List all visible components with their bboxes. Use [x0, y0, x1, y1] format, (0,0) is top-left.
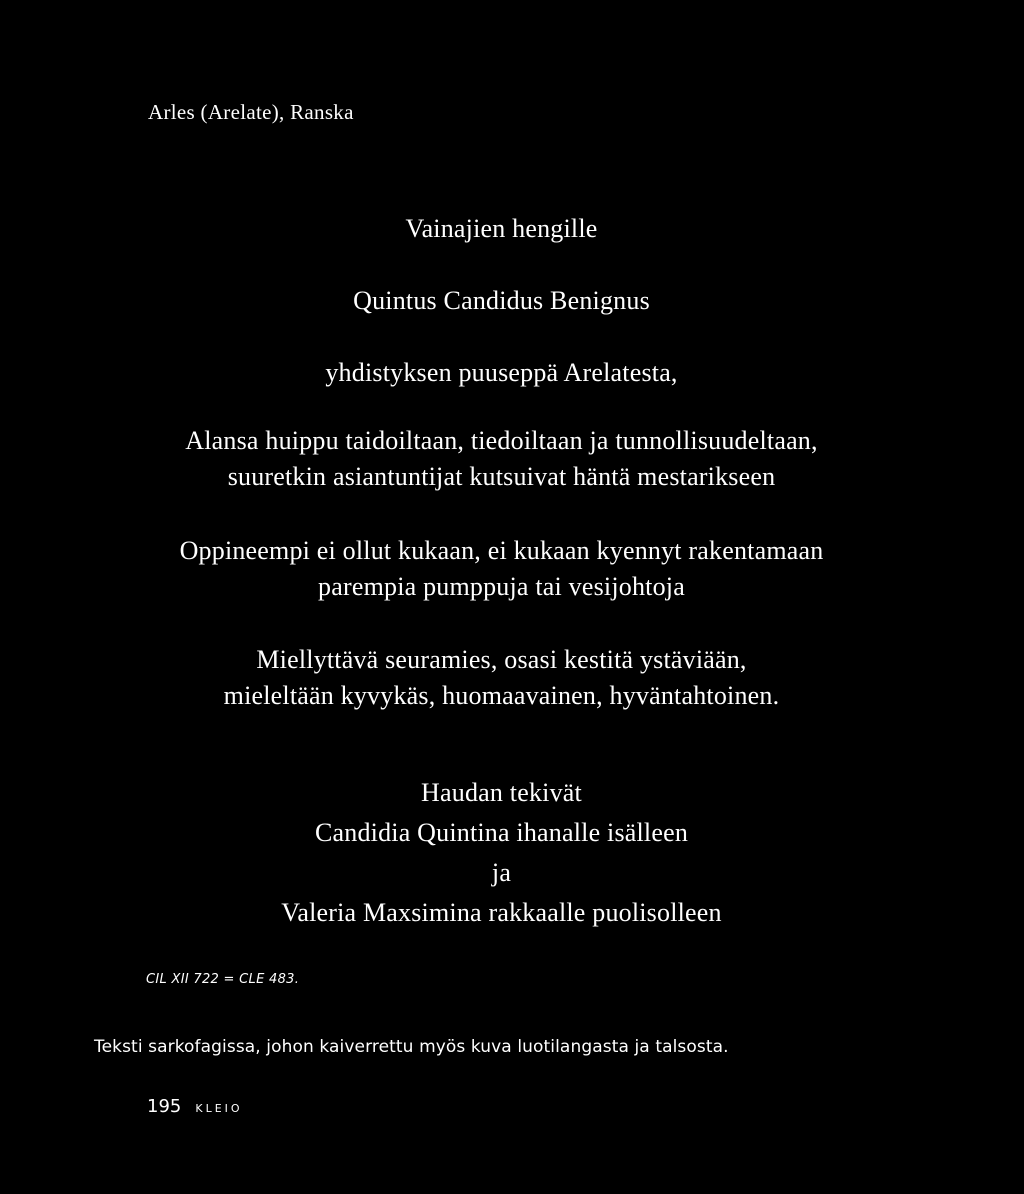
inscription-stanza-4	[0, 423, 1003, 495]
caption: Teksti sarkofagissa, johon kaiverrettu myös kuva luotilangasta ja talsosta.	[94, 1037, 729, 1057]
closing-line: ja	[491, 858, 512, 887]
inscription-stanza-3	[0, 355, 1003, 391]
inscription-line: suuretkin asiantuntijat kutsuivat häntä mestarikseen	[227, 462, 776, 491]
closing-line: Haudan tekivät	[421, 778, 582, 807]
inscription-line: Alansa huippu taidoiltaan, tiedoiltaan ja tunnollisuudeltaan,	[185, 426, 818, 455]
source-reference: CIL XII 722 = CLE 483.	[146, 972, 300, 987]
inscription-stanza-6	[0, 642, 1003, 714]
inscription-line: Oppineempi ei ollut kukaan, ei kukaan kyennyt rakentamaan	[179, 536, 824, 565]
inscription-line: Miellyttävä seuramies, osasi kestitä ystäviään,	[256, 645, 747, 674]
inscription-closing	[0, 773, 1003, 933]
inscription-line: mieleltään kyvykäs, huomaavainen, hyväntahtoinen.	[223, 681, 780, 710]
inscription-stanza-1	[0, 211, 1003, 247]
inscription-line: Quintus Candidus Benignus	[353, 286, 650, 315]
inscription-line: Vainajien hengille	[405, 214, 598, 243]
inscription-line: parempia pumppuja tai vesijohtoja	[318, 572, 685, 601]
page-number: 195	[147, 1096, 182, 1117]
closing-line: Valeria Maxsimina rakkaalle puolisolleen	[281, 898, 722, 927]
journal-name: KLEIO	[195, 1102, 243, 1115]
page-footer	[147, 1096, 243, 1117]
closing-line: Candidia Quintina ihanalle isälleen	[314, 818, 689, 847]
inscription-line: yhdistyksen puuseppä Arelatesta,	[325, 358, 678, 387]
inscription-stanza-2	[0, 283, 1003, 319]
inscription-stanza-5	[0, 533, 1003, 605]
location-heading: Arles (Arelate), Ranska	[148, 100, 354, 124]
